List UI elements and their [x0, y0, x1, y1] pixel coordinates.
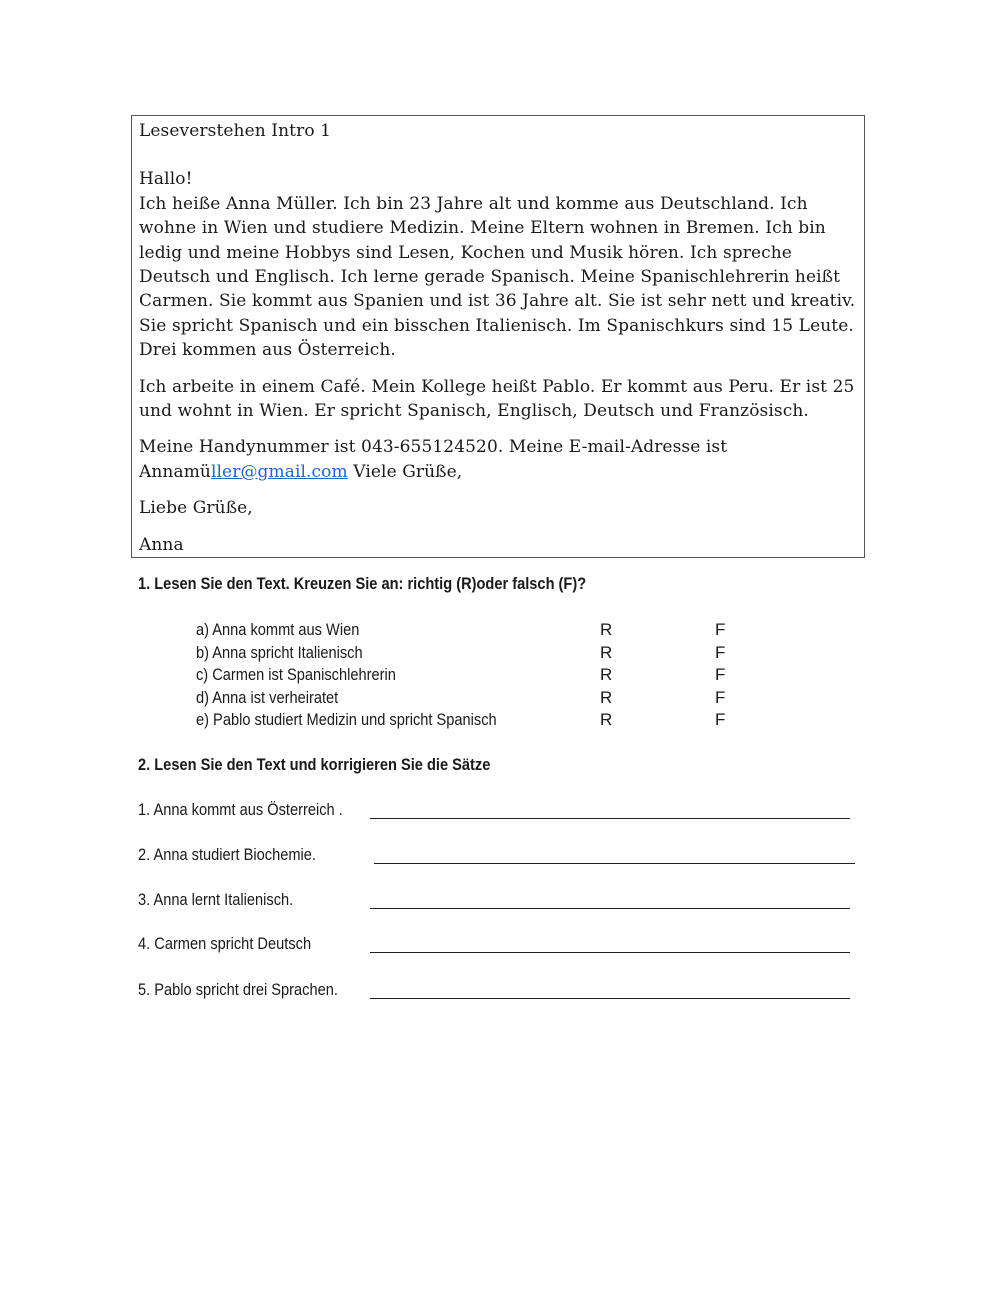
answer-line[interactable] [370, 952, 850, 953]
statement-text: a) Anna kommt aus Wien [196, 620, 360, 639]
statement-text: b) Anna spricht Italienisch [196, 642, 363, 662]
reading-signature: Anna [139, 534, 184, 555]
correction-row [138, 934, 858, 958]
answer-line[interactable] [370, 908, 850, 909]
exercise-1-heading: 1. Lesen Sie den Text. Kreuzen Sie an: richtig (R)oder falsch (F)? [138, 574, 587, 593]
correction-sentence: 4. Carmen spricht Deutsch [138, 934, 312, 953]
statement-text: c) Carmen ist Spanischlehrerin [196, 665, 396, 684]
exercise-2-heading: 2. Lesen Sie den Text und korrigieren Sie die Sätze [138, 755, 491, 774]
correction-sentence: 5. Pablo spricht drei Sprachen. [138, 980, 338, 999]
contact-prefix: Meine Handynummer ist 043-655124520. Meine E-mail-Adresse ist Annamü [139, 437, 728, 482]
reading-title: Leseverstehen Intro 1 [139, 121, 332, 141]
correction-row [138, 890, 858, 914]
option-falsch[interactable]: F [715, 687, 726, 707]
reading-text-box [131, 115, 865, 558]
email-link[interactable]: ller@gmail.com [210, 461, 348, 482]
correction-row [138, 800, 858, 824]
option-falsch[interactable]: F [715, 620, 726, 639]
correction-sentence: 1. Anna kommt aus Österreich . [138, 800, 343, 819]
correction-row [138, 845, 858, 869]
reading-paragraph-2: Ich arbeite in einem Café. Mein Kollege heißt Pablo. Er kommt aus Peru. Er ist 25 und wohnt in Wien. Er spricht Spanisch, Englisch, Deutsch und Französisch. [139, 376, 855, 422]
statement-text: d) Anna ist verheiratet [196, 687, 339, 707]
reading-closing: Liebe Grüße, [139, 498, 253, 519]
option-richtig[interactable]: R [600, 620, 613, 639]
answer-line[interactable] [374, 863, 855, 864]
correction-sentence: 2. Anna studiert Biochemie. [138, 845, 316, 864]
contact-suffix: Viele Grüße, [347, 461, 463, 482]
option-richtig[interactable]: R [600, 710, 613, 729]
option-falsch[interactable]: F [715, 642, 726, 662]
answer-line[interactable] [370, 998, 850, 999]
reading-contact-paragraph [139, 435, 857, 484]
option-richtig[interactable]: R [600, 687, 613, 707]
true-false-row [196, 643, 796, 665]
correction-row [138, 980, 858, 1004]
option-richtig[interactable]: R [600, 665, 613, 684]
answer-line[interactable] [370, 818, 850, 819]
true-false-row [196, 710, 796, 732]
statement-text: e) Pablo studiert Medizin und spricht Spanisch [196, 710, 497, 729]
option-richtig[interactable]: R [600, 642, 613, 662]
true-false-row [196, 688, 796, 710]
correction-sentence: 3. Anna lernt Italienisch. [138, 890, 294, 909]
option-falsch[interactable]: F [715, 665, 726, 684]
option-falsch[interactable]: F [715, 710, 726, 729]
true-false-row [196, 665, 796, 687]
true-false-row [196, 620, 796, 642]
reading-paragraph-1: Hallo! Ich heiße Anna Müller. Ich bin 23 Jahre alt und komme aus Deutschland. Ich wohne in Wien und studiere Medizin. Meine Eltern wohnen in Bremen. Ich bin ledig und meine Hobbys sind Lesen, Kochen und Musik hören. Ich spreche Deutsch und Englisch. Ich lerne gerade Spanisch. Meine Spanischlehrerin heißt Carmen. Sie kommt aus Spanien und ist 36 Jahre alt. Sie ist sehr nett und kreativ. Sie spricht Spanisch und ein bisschen Italienisch. Im Spanischkurs sind 15 Leute. Drei kommen aus Österreich. [139, 169, 856, 361]
